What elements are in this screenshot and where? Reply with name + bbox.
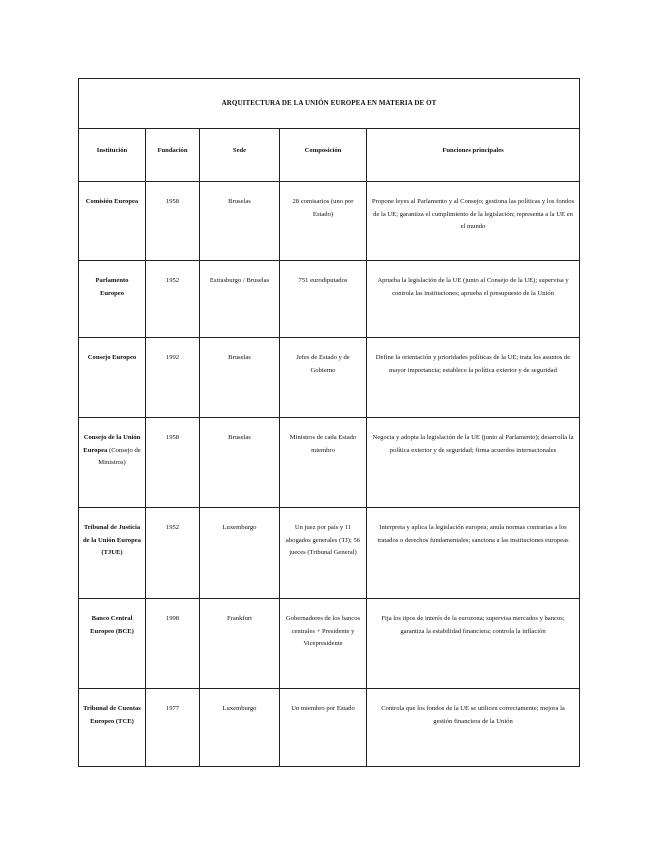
table-row — [79, 599, 580, 689]
institution-name: Tribunal de Cuentas Europeo (TCE) — [83, 705, 141, 725]
institution-name: Banco Central Europeo (BCE) — [90, 615, 134, 635]
header-institucion: Institución — [79, 129, 146, 182]
cell-composicion: 751 eurodiputados — [280, 261, 367, 338]
table-title: ARQUITECTURA DE LA UNIÓN EUROPEA EN MATERIA DE OT — [79, 79, 580, 129]
table-row — [79, 182, 580, 261]
cell-sede: Luxemburgo — [200, 508, 280, 599]
header-funciones: Funciones principales — [367, 129, 580, 182]
cell-funciones: Fija los tipos de interés de la eurozona; supervisa mercados y bancos; garantiza la estabilidad financiera; controla la inflación — [367, 599, 580, 689]
cell-sede: Bruselas — [200, 182, 280, 261]
header-composicion: Composición — [280, 129, 367, 182]
cell-institucion — [79, 261, 146, 338]
cell-funciones: Controla que los fondos de la UE se utilicen correctamente; mejora la gestión financiera de la Unión — [367, 689, 580, 767]
table-row — [79, 338, 580, 418]
cell-funciones: Interpreta y aplica la legislación europea; anula normas contrarias a los tratados o derechos fundamentales; sanciona a las instituciones europeas — [367, 508, 580, 599]
cell-composicion: Gobernadores de los bancos centrales + Presidente y Vicepresidente — [280, 599, 367, 689]
cell-funciones: Propone leyes al Parlamento y al Consejo; gestiona las políticas y los fondos de la UE; garantiza el cumplimiento de la legislación; representa a la UE en el mundo — [367, 182, 580, 261]
cell-sede: Frankfurt — [200, 599, 280, 689]
cell-sede: Bruselas — [200, 338, 280, 418]
institution-name: Consejo de la Unión Europea — [83, 434, 141, 454]
table-row — [79, 418, 580, 508]
cell-institucion — [79, 338, 146, 418]
cell-fundacion: 1958 — [146, 418, 200, 508]
header-sede: Sede — [200, 129, 280, 182]
header-fundacion: Fundación — [146, 129, 200, 182]
cell-institucion — [79, 182, 146, 261]
cell-sede: Estrasburgo / Bruselas — [200, 261, 280, 338]
institution-name: Tribunal de Justicia de la Unión Europea (TJUE) — [83, 524, 141, 556]
table-row — [79, 689, 580, 767]
cell-fundacion: 1952 — [146, 261, 200, 338]
institution-alias: (Consejo de Ministros) — [98, 446, 141, 466]
cell-composicion: Un miembro por Estado — [280, 689, 367, 767]
institution-name: Comisión Europea — [85, 198, 139, 205]
cell-institucion — [79, 599, 146, 689]
eu-institutions-table — [78, 78, 580, 767]
cell-composicion: Ministros de cada Estado miembro — [280, 418, 367, 508]
cell-fundacion: 1992 — [146, 338, 200, 418]
table-row — [79, 508, 580, 599]
cell-composicion: Jefes de Estado y de Gobierno — [280, 338, 367, 418]
cell-funciones: Define la orientación y prioridades políticas de la UE; trata los asuntos de mayor importancia; establece la política exterior y de seguridad — [367, 338, 580, 418]
cell-sede: Bruselas — [200, 418, 280, 508]
cell-institucion — [79, 508, 146, 599]
cell-sede: Luxemburgo — [200, 689, 280, 767]
cell-fundacion: 1958 — [146, 182, 200, 261]
institution-name: Parlamento Europeo — [95, 277, 129, 297]
table-row — [79, 261, 580, 338]
cell-institucion — [79, 418, 146, 508]
cell-fundacion: 1952 — [146, 508, 200, 599]
cell-composicion: 28 comisarios (uno por Estado) — [280, 182, 367, 261]
cell-fundacion: 1998 — [146, 599, 200, 689]
cell-fundacion: 1977 — [146, 689, 200, 767]
cell-institucion — [79, 689, 146, 767]
cell-funciones: Negocia y adopta la legislación de la UE (junto al Parlamento); desarrolla la política exterior y de seguridad; firma acuerdos internacionales — [367, 418, 580, 508]
cell-composicion: Un juez por país y 11 abogados generales (TJ); 56 jueces (Tribunal General) — [280, 508, 367, 599]
cell-funciones: Aprueba la legislación de la UE (junto al Consejo de la UE); supervisa y controla las instituciones; aprueba el presupuesto de la Unión — [367, 261, 580, 338]
institution-name: Consejo Europeo — [87, 354, 137, 361]
